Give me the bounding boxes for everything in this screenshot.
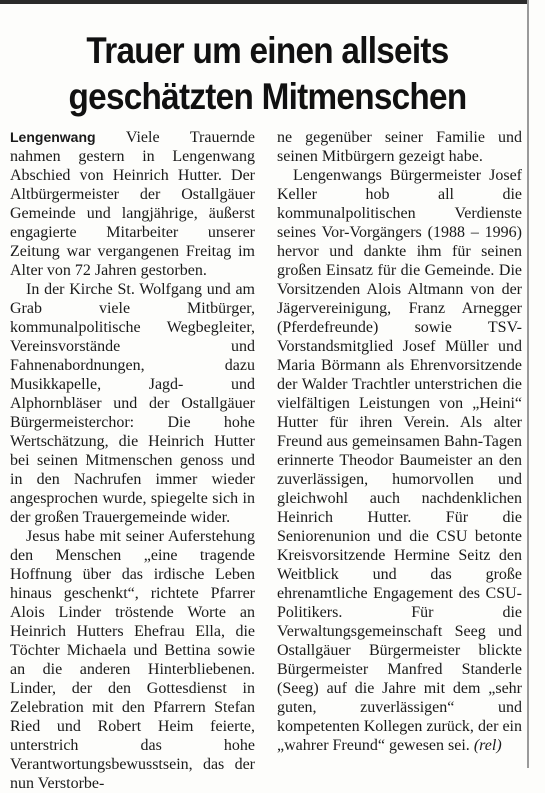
paragraph <box>277 166 522 755</box>
headline-line-1: Trauer um einen allseits <box>86 30 449 71</box>
article-column-2 <box>277 128 522 755</box>
article-headline <box>34 28 501 120</box>
paragraph: Jesus habe mit seiner Auferstehung den Menschen „eine tragende Hoffnung über das irdische Leben hinaus geschenkt“, richtete Pfarrer Alois Linder tröstende Worte an Heinrich Hutters Ehefrau Ella, die Töchter Michaela und Bettina sowie an die anderen Hinterbliebenen. Linder, der den Gottesdienst in Zelebration mit den Pfarrern Stefan Ried und Robert Heim feierte, unterstrich das hohe Verantwortungsbewusstsein, das der nun Verstorbe- <box>10 528 255 792</box>
article-column-1 <box>10 128 255 793</box>
paragraph: ne gegenüber seiner Familie und seinen Mitbürgern gezeigt habe. <box>277 129 522 165</box>
author-initials: (rel) <box>473 737 502 754</box>
top-rule <box>0 0 527 4</box>
column-divider <box>527 0 529 768</box>
dateline: Lengenwang <box>10 129 96 145</box>
paragraph <box>10 128 255 280</box>
paragraph: In der Kirche St. Wolfgang und am Grab viele Mitbürger, kommunalpolitische Wegbegleiter, Vereinsvorstände und Fahnenabordnungen, dazu Musikkapelle, Jagd- und Alphornbläser und der Ostallgäuer Bürgermeisterchor: Die hohe Wertschätzung, die Heinrich Hutter bei seinen Mitmenschen genoss und in den Nachrufen immer wieder angesprochen wurde, spiegelte sich in der großen Trauergemeinde wider. <box>10 281 255 526</box>
paragraph-text: Viele Trauernde nahmen gestern in Lengenwang Abschied von Heinrich Hutter. Der Altbürgermeister der Ostallgäuer Gemeinde und langjährige, äußerst engagierte Mitarbeiter unserer Zeitung war vergangenen Freitag im Alter von 72 Jahren gestorben. <box>10 129 255 279</box>
headline-line-2: geschätzten Mitmenschen <box>68 76 467 117</box>
paragraph-text: Lengenwangs Bürgermeister Josef Keller hob all die kommunalpolitischen Verdienste seines Vor-Vorgängers (1988 – 1996) hervor und dankte ihm für seinen großen Einsatz für die Gemeinde. Die Vorsitzenden Alois Altmann von der Jägervereinigung, Franz Arnegger (Pferdefreunde) sowie TSV-Vorstandsmitglied Josef Müller und Maria Börmann als Ehrenvorsitzende der Walder Trachtler unterstrichen die vielfältigen Leistungen von „Heini“ Hutter für ihren Verein. Als alter Freund aus gemeinsamen Bahn-Tagen erinnerte Theodor Baumeister an den zuverlässigen, humorvollen und gleichwohl auch nachdenklichen Heinrich Hutter. Für die Seniorenunion und die CSU betonte Kreisvorsitzende Hermine Seitz den Weitblick und das große ehrenamtliche Engagement des CSU-Politikers. Für die Verwaltungsgemeinschaft Seeg und Ostallgäuer Bürgermeister blickte Bürgermeister Manfred Standerle (Seeg) auf die Jahre mit dem „sehr guten, zuverlässigen“ und kompetenten Kollegen zurück, der ein „wahrer Freund“ gewesen sei. <box>277 167 522 754</box>
